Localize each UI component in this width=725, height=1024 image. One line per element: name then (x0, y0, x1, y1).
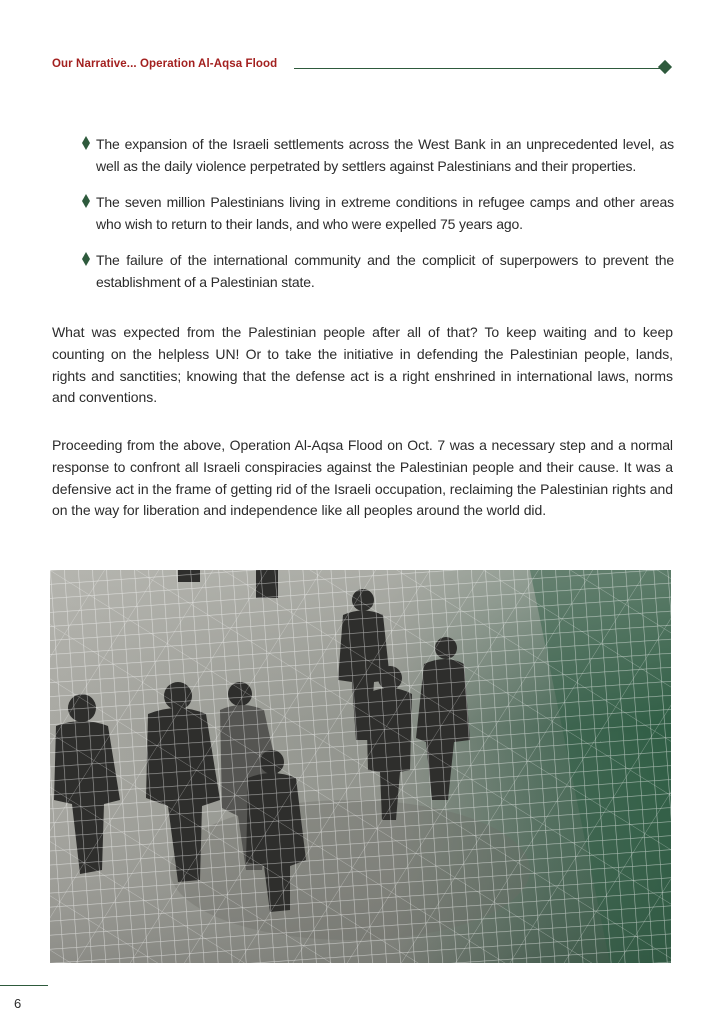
body-paragraph: Proceeding from the above, Operation Al-Aqsa Flood on Oct. 7 was a necessary step and a normal response to confront all Israeli conspiracies against the Palestinian people and their cause. It was a defensive act in the frame of getting rid of the Israeli occupation, reclaiming the Palestinian rights and on the way for liberation and independence like all peoples around the world did. (52, 437, 673, 519)
bullet-text: The expansion of the Israeli settlements across the West Bank in an unprecedented level, as well as the daily violence perpetrated by settlers against Palestinians and their properties. (96, 136, 674, 174)
footer-rule (0, 985, 48, 986)
bullet-text: The seven million Palestinians living in extreme conditions in refugee camps and other areas who wish to return to their lands, and who were expelled 75 years ago. (96, 194, 674, 232)
photo-men-behind-fence (50, 570, 671, 963)
bullet-item (80, 250, 674, 293)
running-header-title: Our Narrative... Operation Al-Aqsa Flood (52, 58, 278, 70)
body-paragraph: What was expected from the Palestinian people after all of that? To keep waiting and to keep counting on the helpless UN! Or to take the initiative in defending the Palestinian people, lands, rights and sanctities; knowing that the defense act is a right enshrined in international laws, norms and conventions. (52, 324, 673, 406)
diamond-bullet-icon (82, 252, 90, 266)
diamond-bullet-icon (82, 194, 90, 208)
diamond-bullet-icon (82, 136, 90, 150)
page-number: 6 (14, 996, 22, 1011)
diamond-icon (658, 60, 672, 74)
bullet-list (80, 134, 674, 308)
bullet-item (80, 192, 674, 235)
bullet-item (80, 134, 674, 177)
header-rule (294, 68, 664, 69)
bullet-text: The failure of the international community and the complicit of superpowers to prevent the establishment of a Palestinian state. (96, 252, 674, 290)
